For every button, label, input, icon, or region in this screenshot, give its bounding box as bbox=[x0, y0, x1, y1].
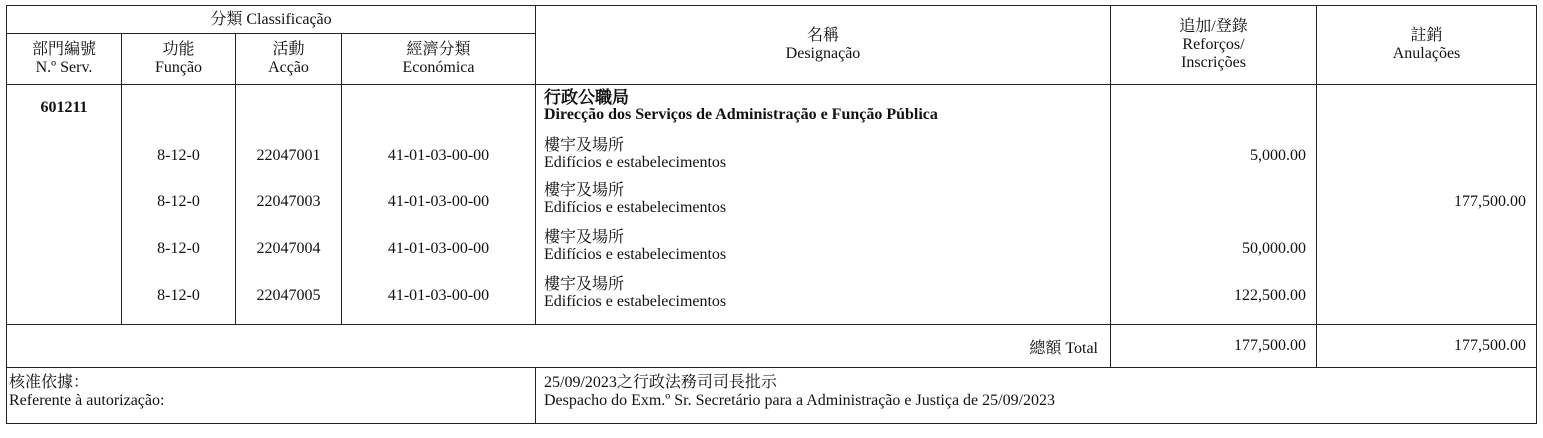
cancellations-column bbox=[1317, 85, 1537, 325]
function-value: 8-12-0 bbox=[157, 239, 200, 257]
service-name-zh: 行政公職局 bbox=[544, 88, 629, 107]
economic-value: 41-01-03-00-00 bbox=[387, 192, 490, 210]
action-header bbox=[236, 34, 342, 85]
total-cancellations: 177,500.00 bbox=[1317, 325, 1537, 368]
cancellations-header bbox=[1317, 6, 1537, 85]
reinforcements-header bbox=[1111, 6, 1317, 85]
service-code-cell bbox=[7, 85, 122, 325]
designation-item bbox=[536, 133, 1110, 178]
economic-header bbox=[342, 34, 536, 85]
authorization-value-cell bbox=[536, 368, 1537, 424]
economic-value: 41-01-03-00-00 bbox=[387, 286, 490, 304]
reinforcement-amount: 122,500.00 bbox=[1234, 286, 1306, 304]
total-row-label-cell bbox=[7, 325, 1111, 368]
designation-header bbox=[536, 6, 1111, 85]
authorization-label-zh: 核准依據： bbox=[9, 374, 90, 391]
service-code: 601211 bbox=[40, 99, 88, 116]
action-column bbox=[236, 85, 342, 325]
authorization-label-pt: Referente à autorização: bbox=[9, 392, 165, 409]
service-header-zh: 部門編號 bbox=[31, 41, 96, 58]
function-column bbox=[122, 85, 236, 325]
function-value: 8-12-0 bbox=[157, 286, 200, 304]
function-header-zh: 功能 bbox=[162, 41, 195, 58]
total-reinforcements: 177,500.00 bbox=[1111, 325, 1317, 368]
function-value: 8-12-0 bbox=[157, 146, 200, 164]
designation-pt: Edifícios e estabelecimentos bbox=[544, 293, 727, 310]
total-label: 總額 Total bbox=[1029, 339, 1098, 357]
cancellation-amount bbox=[1317, 225, 1536, 272]
designation-zh: 樓宇及場所 bbox=[544, 229, 625, 246]
cancellations-header-zh: 註銷 bbox=[1410, 27, 1443, 44]
authorization-label-cell bbox=[7, 368, 536, 424]
cancellation-amount: 177,500.00 bbox=[1454, 192, 1526, 210]
cancellation-amount bbox=[1317, 272, 1536, 319]
designation-pt: Edifícios e estabelecimentos bbox=[544, 154, 727, 171]
reinforcements-header-pt1: Reforços/ bbox=[1182, 36, 1245, 53]
action-value: 22047003 bbox=[256, 192, 321, 210]
function-header-pt: Função bbox=[154, 59, 203, 76]
authorization-value-zh: 25/09/2023之行政法務司司長批示 bbox=[544, 374, 777, 391]
function-header bbox=[122, 34, 236, 85]
action-value: 22047004 bbox=[256, 239, 321, 257]
reinforcement-amount: 5,000.00 bbox=[1250, 146, 1306, 164]
service-number-header bbox=[7, 34, 122, 85]
designation-zh: 樓宇及場所 bbox=[544, 276, 625, 293]
cancellation-amount bbox=[1317, 133, 1536, 178]
reinforcements-column bbox=[1111, 85, 1317, 325]
reinforcements-header-pt2: Inscrições bbox=[1181, 54, 1246, 71]
designation-zh: 樓宇及場所 bbox=[544, 137, 625, 154]
budget-alteration-table bbox=[6, 5, 1536, 428]
economic-header-zh: 經濟分類 bbox=[406, 41, 471, 58]
service-name-pt: Direcção dos Serviços de Administração e Função Pública bbox=[544, 106, 938, 123]
economic-column bbox=[342, 85, 536, 325]
action-value: 22047005 bbox=[256, 286, 321, 304]
designation-pt: Edifícios e estabelecimentos bbox=[544, 199, 727, 216]
designation-header-zh: 名稱 bbox=[806, 27, 839, 44]
economic-header-pt: Económica bbox=[402, 59, 475, 76]
designation-item bbox=[536, 225, 1110, 272]
reinforcement-amount bbox=[1111, 178, 1316, 225]
reinforcement-amount: 50,000.00 bbox=[1242, 239, 1306, 257]
budget-table bbox=[6, 5, 1537, 424]
action-header-zh: 活動 bbox=[272, 41, 305, 58]
designation-column bbox=[536, 85, 1111, 325]
action-value: 22047001 bbox=[256, 146, 321, 164]
classification-label: 分類 Classificação bbox=[210, 10, 332, 28]
designation-header-pt: Designação bbox=[785, 45, 861, 62]
service-header-pt: N.º Serv. bbox=[35, 59, 93, 76]
function-value: 8-12-0 bbox=[157, 192, 200, 210]
designation-zh: 樓宇及場所 bbox=[544, 182, 625, 199]
cancellations-header-pt: Anulações bbox=[1392, 45, 1461, 62]
economic-value: 41-01-03-00-00 bbox=[387, 146, 490, 164]
classification-header bbox=[7, 6, 536, 34]
reinforcements-header-zh: 追加/登錄 bbox=[1179, 18, 1248, 35]
designation-item bbox=[536, 178, 1110, 225]
economic-value: 41-01-03-00-00 bbox=[387, 239, 490, 257]
designation-item bbox=[536, 272, 1110, 319]
action-header-pt: Acção bbox=[268, 59, 309, 76]
designation-pt: Edifícios e estabelecimentos bbox=[544, 246, 727, 263]
authorization-value-pt: Despacho do Exm.º Sr. Secretário para a Administração e Justiça de 25/09/2023 bbox=[544, 392, 1056, 409]
